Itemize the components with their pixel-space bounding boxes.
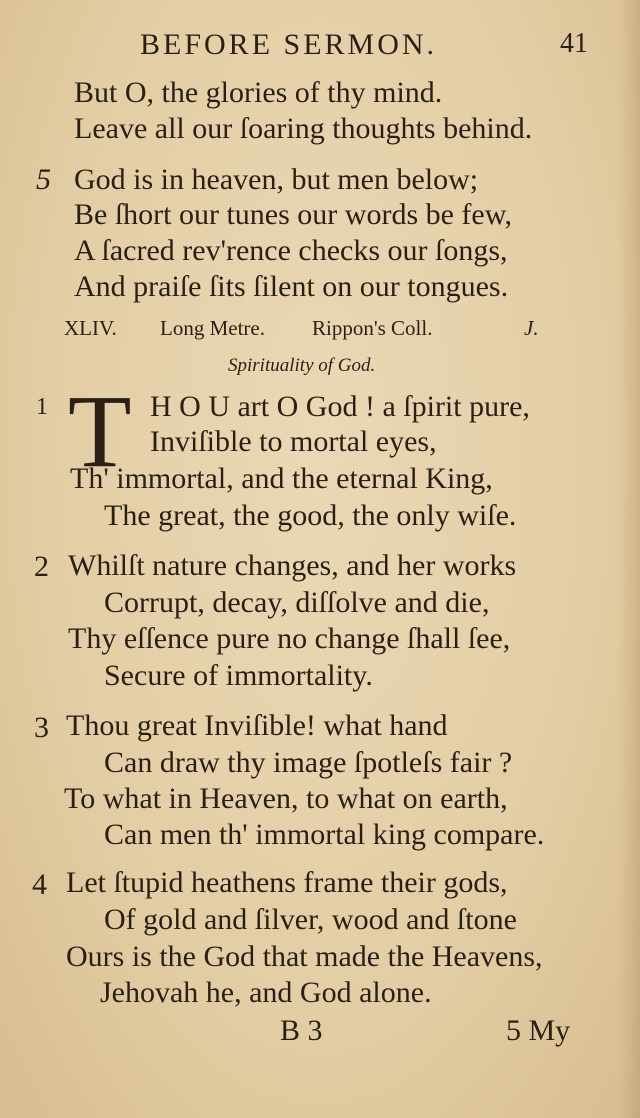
- verse-line: Leave all our ſoaring thoughts behind.: [74, 112, 533, 145]
- stanza-number: 3: [34, 711, 49, 744]
- drop-cap: T: [68, 374, 132, 489]
- verse-line: Ours is the God that made the Heavens,: [66, 940, 543, 973]
- verse-line: Whilſt nature changes, and her works: [68, 549, 517, 582]
- running-header: BEFORE SERMON.: [140, 28, 438, 61]
- verse-line: Corrupt, decay, diſſolve and die,: [104, 586, 490, 619]
- hymn-author: J.: [524, 316, 539, 340]
- hymn-title: Spirituality of God.: [228, 355, 376, 376]
- verse-line: God is in heaven, but men below;: [74, 163, 479, 196]
- page-number: 41: [560, 28, 588, 59]
- page-edge-shadow: [618, 0, 640, 1118]
- stanza-number: 4: [32, 868, 47, 901]
- verse-line: Let ſtupid heathens frame their gods,: [66, 866, 508, 899]
- verse-line: But O, the glories of thy mind.: [74, 76, 443, 109]
- verse-line: Thy eſſence pure no change ſhall ſee,: [68, 622, 511, 655]
- hymn-meter: Long Metre.: [160, 316, 265, 340]
- stanza-number: 5: [36, 163, 51, 196]
- verse-line: H O U art O God ! a ſpirit pure,: [150, 390, 530, 423]
- verse-line: Be ſhort our tunes our words be few,: [74, 198, 512, 231]
- verse-line: Of gold and ſilver, wood and ſtone: [104, 903, 517, 936]
- stanza-number: 2: [34, 550, 49, 583]
- verse-line: Secure of immortality.: [104, 659, 373, 692]
- catchword: 5 My: [506, 1014, 571, 1047]
- hymn-number: XLIV.: [64, 316, 117, 340]
- verse-line: Can men th' immortal king compare.: [104, 818, 545, 851]
- verse-line: Thou great Inviſible! what hand: [66, 709, 448, 742]
- verse-line: Th' immortal, and the eternal King,: [70, 462, 493, 495]
- verse-line: And praiſe ſits ſilent on our tongues.: [74, 270, 509, 303]
- verse-line: The great, the good, the only wiſe.: [104, 499, 517, 532]
- hymn-source: Rippon's Coll.: [312, 316, 433, 340]
- signature-mark: B 3: [280, 1014, 323, 1047]
- verse-line: Can draw thy image ſpotleſs fair ?: [104, 746, 513, 779]
- verse-line: A ſacred rev'rence checks our ſongs,: [74, 234, 508, 267]
- verse-line: Jehovah he, and God alone.: [100, 976, 432, 1009]
- verse-line: Inviſible to mortal eyes,: [150, 425, 437, 458]
- verse-line: To what in Heaven, to what on earth,: [64, 782, 508, 815]
- stanza-number: 1: [36, 394, 48, 420]
